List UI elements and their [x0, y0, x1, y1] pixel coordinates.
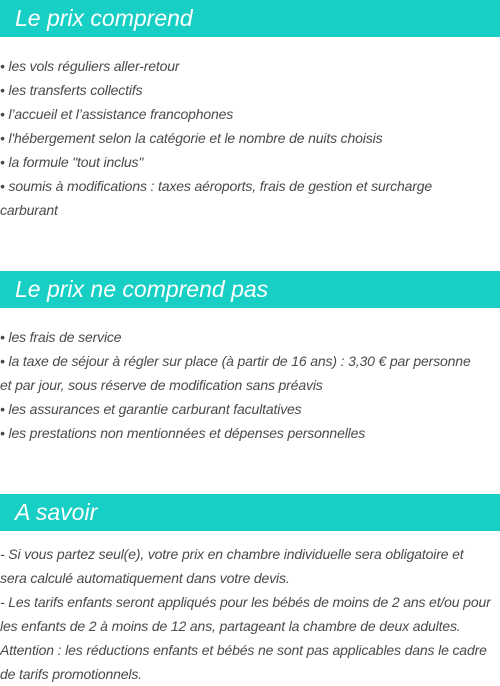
list-item: • la formule "tout inclus": [0, 154, 144, 170]
list-item: • les frais de service: [0, 329, 122, 345]
list-item: • les prestations non mentionnées et dépenses personnelles: [0, 425, 366, 441]
text-line: - Si vous partez seul(e), votre prix en chambre individuelle sera obligatoire et: [0, 546, 464, 562]
text-line: de tarifs promotionnels.: [0, 666, 142, 682]
section-title-good-to-know: A savoir: [0, 494, 500, 531]
list-item: et par jour, sous réserve de modification sans préavis: [0, 377, 323, 393]
section-title-included: Le prix comprend: [0, 0, 500, 37]
list-item: • l'hébergement selon la catégorie et le nombre de nuits choisis: [0, 130, 383, 146]
text-line: - Les tarifs enfants seront appliqués pour les bébés de moins de 2 ans et/ou pour: [0, 594, 491, 610]
list-item: • l’accueil et l’assistance francophones: [0, 106, 234, 122]
text-line: sera calculé automatiquement dans votre devis.: [0, 570, 290, 586]
included-list: [0, 54, 500, 222]
section-title-not-included: Le prix ne comprend pas: [0, 271, 500, 308]
not-included-list: [0, 325, 500, 445]
text-line: Attention : les réductions enfants et bébés ne sont pas applicables dans le cadre: [0, 642, 487, 658]
list-item: • les vols réguliers aller-retour: [0, 58, 180, 74]
good-to-know-text: [0, 542, 500, 686]
text-line: les enfants de 2 à moins de 12 ans, partageant la chambre de deux adultes.: [0, 618, 461, 634]
list-item: • soumis à modifications : taxes aéroports, frais de gestion et surcharge: [0, 178, 433, 194]
list-item: carburant: [0, 202, 58, 218]
list-item: • les transferts collectifs: [0, 82, 143, 98]
list-item: • la taxe de séjour à régler sur place (à partir de 16 ans) : 3,30 € par personne: [0, 353, 471, 369]
list-item: • les assurances et garantie carburant facultatives: [0, 401, 302, 417]
